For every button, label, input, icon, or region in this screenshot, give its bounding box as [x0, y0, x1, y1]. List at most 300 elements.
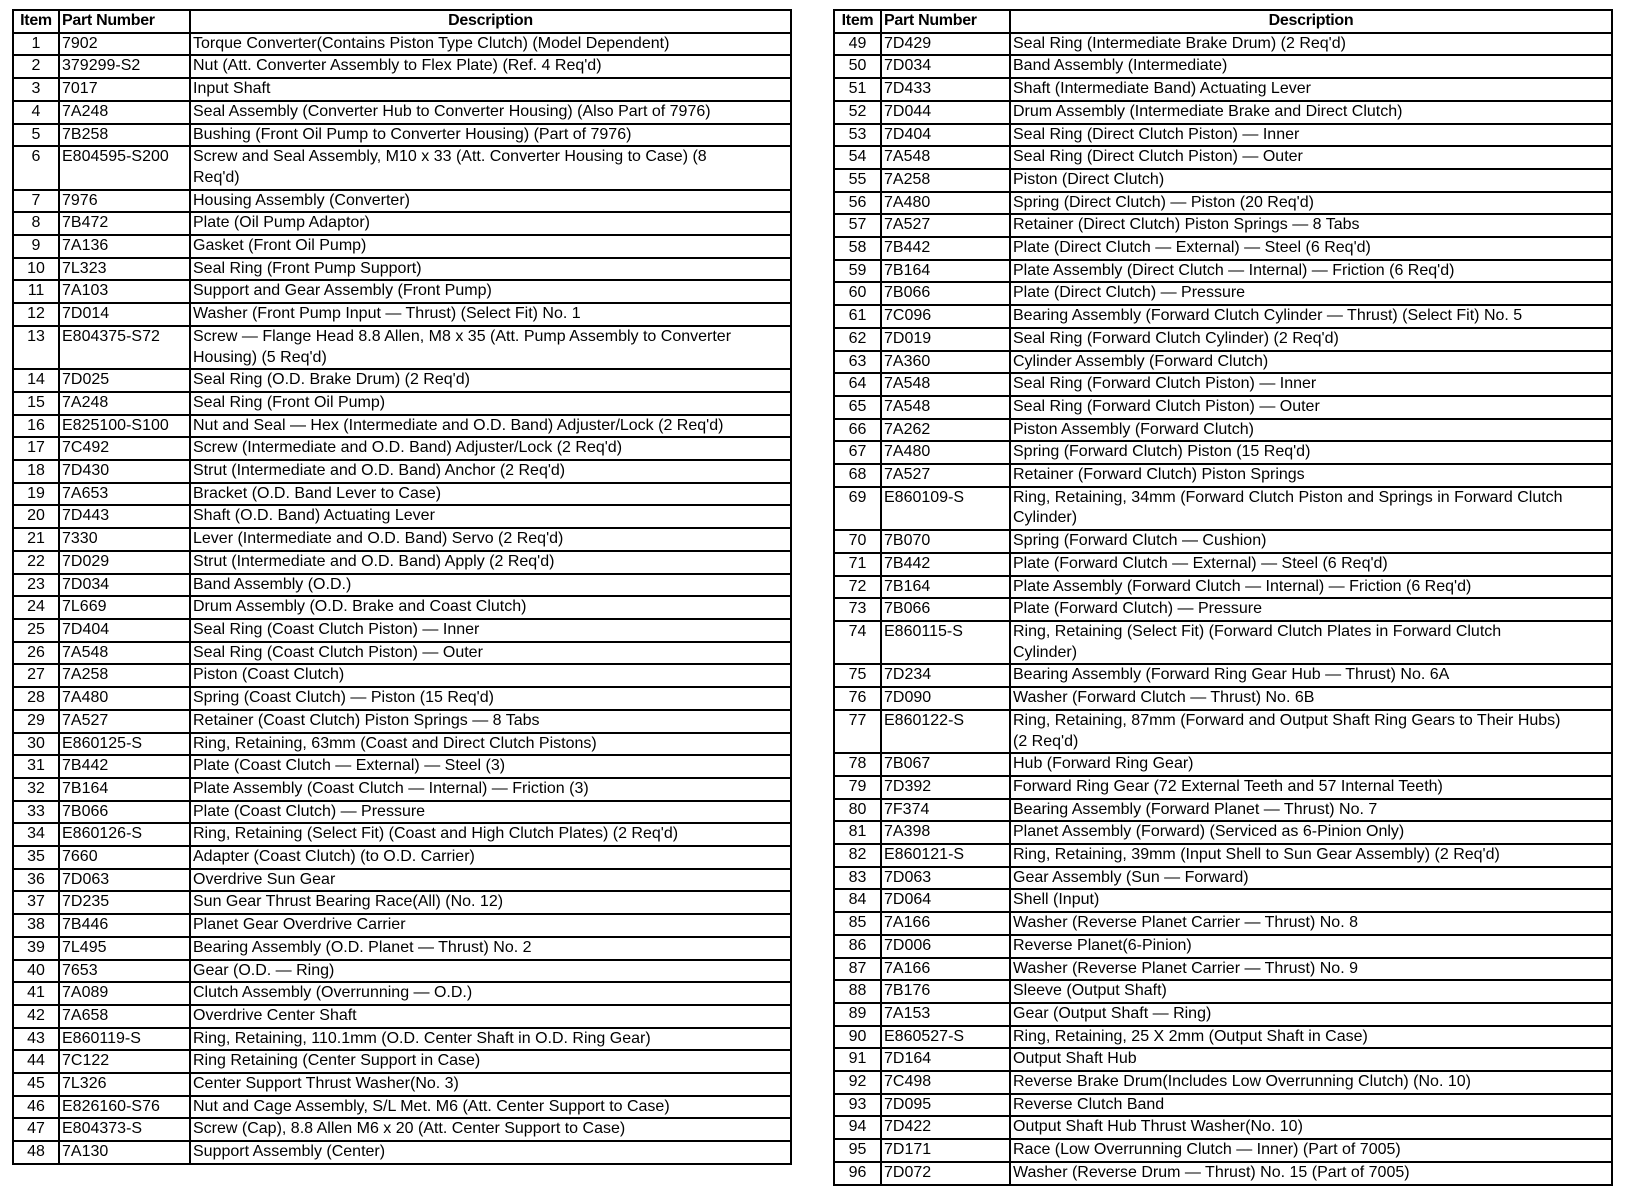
description-cell: Seal Ring (Forward Clutch Piston) — Outer	[1010, 396, 1612, 419]
item-cell: 5	[13, 124, 59, 147]
description-cell: Ring, Retaining (Select Fit) (Forward Clutch Plates in Forward Clutch Cylinder)	[1010, 621, 1612, 664]
description-cell: Bearing Assembly (Forward Clutch Cylinder — Thrust) (Select Fit) No. 5	[1010, 305, 1612, 328]
part-number-cell: 7B067	[881, 753, 1010, 776]
description-cell: Shaft (Intermediate Band) Actuating Lever	[1010, 78, 1612, 101]
table-row	[834, 419, 1612, 442]
item-cell: 4	[13, 101, 59, 124]
table-row	[13, 619, 791, 642]
header-item: Item	[834, 10, 881, 33]
item-cell: 93	[834, 1094, 881, 1117]
part-number-cell: 7B176	[881, 980, 1010, 1003]
description-cell: Drum Assembly (O.D. Brake and Coast Clutch)	[190, 596, 791, 619]
table-row	[834, 192, 1612, 215]
item-cell: 51	[834, 78, 881, 101]
part-number-cell: 7A480	[881, 192, 1010, 215]
table-row	[13, 574, 791, 597]
table-row	[13, 1096, 791, 1119]
description-cell: Ring, Retaining, 25 X 2mm (Output Shaft in Case)	[1010, 1026, 1612, 1049]
description-cell: Piston Assembly (Forward Clutch)	[1010, 419, 1612, 442]
table-row	[13, 101, 791, 124]
table-row	[834, 958, 1612, 981]
part-number-cell: 7A548	[881, 396, 1010, 419]
part-number-cell: 7A360	[881, 351, 1010, 374]
part-number-cell: 7A136	[59, 235, 190, 258]
item-cell: 80	[834, 799, 881, 822]
description-cell: Reverse Planet(6-Pinion)	[1010, 935, 1612, 958]
description-cell: Bushing (Front Oil Pump to Converter Housing) (Part of 7976)	[190, 124, 791, 147]
table-row	[834, 124, 1612, 147]
item-cell: 58	[834, 237, 881, 260]
part-number-cell: 7L669	[59, 596, 190, 619]
item-cell: 25	[13, 619, 59, 642]
description-cell: Plate (Forward Clutch — External) — Steel (6 Req'd)	[1010, 553, 1612, 576]
item-cell: 7	[13, 190, 59, 213]
item-cell: 88	[834, 980, 881, 1003]
table-row	[13, 326, 791, 369]
description-cell: Nut (Att. Converter Assembly to Flex Plate) (Ref. 4 Req'd)	[190, 55, 791, 78]
item-cell: 42	[13, 1005, 59, 1028]
table-row	[834, 1071, 1612, 1094]
part-number-cell: 7660	[59, 846, 190, 869]
item-cell: 32	[13, 778, 59, 801]
table-row	[834, 214, 1612, 237]
description-cell: Screw (Cap), 8.8 Allen M6 x 20 (Att. Center Support to Case)	[190, 1118, 791, 1141]
item-cell: 22	[13, 551, 59, 574]
part-number-cell: 7D404	[881, 124, 1010, 147]
description-cell: Bearing Assembly (Forward Ring Gear Hub — Thrust) No. 6A	[1010, 664, 1612, 687]
part-number-cell: 7D392	[881, 776, 1010, 799]
description-cell: Seal Ring (Coast Clutch Piston) — Inner	[190, 619, 791, 642]
part-number-cell: E860121-S	[881, 844, 1010, 867]
item-cell: 84	[834, 889, 881, 912]
description-cell: Screw (Intermediate and O.D. Band) Adjuster/Lock (2 Req'd)	[190, 437, 791, 460]
item-cell: 17	[13, 437, 59, 460]
table-row	[834, 935, 1612, 958]
description-cell: Spring (Forward Clutch) Piston (15 Req'd)	[1010, 441, 1612, 464]
table-row	[13, 960, 791, 983]
description-cell: Drum Assembly (Intermediate Brake and Direct Clutch)	[1010, 101, 1612, 124]
table-row	[13, 755, 791, 778]
part-number-cell: 7A258	[881, 169, 1010, 192]
description-cell: Band Assembly (O.D.)	[190, 574, 791, 597]
header-description: Description	[1010, 10, 1612, 33]
part-number-cell: 7D171	[881, 1139, 1010, 1162]
item-cell: 79	[834, 776, 881, 799]
description-cell: Housing Assembly (Converter)	[190, 190, 791, 213]
item-cell: 28	[13, 687, 59, 710]
item-cell: 41	[13, 982, 59, 1005]
part-number-cell: 7D029	[59, 551, 190, 574]
part-number-cell: 7D064	[881, 889, 1010, 912]
part-number-cell: 7D430	[59, 460, 190, 483]
table-row	[834, 867, 1612, 890]
part-number-cell: E860122-S	[881, 710, 1010, 753]
table-row	[834, 687, 1612, 710]
description-cell: Washer (Reverse Drum — Thrust) No. 15 (Part of 7005)	[1010, 1162, 1612, 1185]
part-number-cell: E804595-S200	[59, 146, 190, 189]
table-row	[13, 258, 791, 281]
part-number-cell: 7A258	[59, 664, 190, 687]
part-number-cell: 7B446	[59, 914, 190, 937]
item-cell: 26	[13, 642, 59, 665]
item-cell: 12	[13, 303, 59, 326]
item-cell: 63	[834, 351, 881, 374]
part-number-cell: 7B164	[881, 576, 1010, 599]
item-cell: 91	[834, 1048, 881, 1071]
description-cell: Input Shaft	[190, 78, 791, 101]
description-cell: Ring, Retaining, 63mm (Coast and Direct Clutch Pistons)	[190, 733, 791, 756]
table-row	[13, 124, 791, 147]
item-cell: 48	[13, 1141, 59, 1164]
part-number-cell: 7D019	[881, 328, 1010, 351]
item-cell: 67	[834, 441, 881, 464]
table-row	[13, 1050, 791, 1073]
description-cell: Race (Low Overrunning Clutch — Inner) (Part of 7005)	[1010, 1139, 1612, 1162]
table-row	[834, 799, 1612, 822]
part-number-cell: 7A130	[59, 1141, 190, 1164]
item-cell: 69	[834, 487, 881, 530]
table-row	[13, 801, 791, 824]
item-cell: 8	[13, 212, 59, 235]
table-row	[13, 1005, 791, 1028]
part-number-cell: 7B258	[59, 124, 190, 147]
description-cell: Cylinder Assembly (Forward Clutch)	[1010, 351, 1612, 374]
description-cell: Plate (Coast Clutch — External) — Steel (3)	[190, 755, 791, 778]
item-cell: 9	[13, 235, 59, 258]
table-row	[13, 460, 791, 483]
item-cell: 39	[13, 937, 59, 960]
part-number-cell: 7D095	[881, 1094, 1010, 1117]
description-cell: Band Assembly (Intermediate)	[1010, 55, 1612, 78]
table-row	[834, 1026, 1612, 1049]
item-cell: 87	[834, 958, 881, 981]
part-number-cell: 7B066	[881, 598, 1010, 621]
part-number-cell: 7A653	[59, 483, 190, 506]
part-number-cell: 7D034	[881, 55, 1010, 78]
header-item: Item	[13, 10, 59, 33]
item-cell: 74	[834, 621, 881, 664]
table-row	[834, 146, 1612, 169]
table-row	[13, 687, 791, 710]
table-row	[13, 212, 791, 235]
description-cell: Seal Ring (Direct Clutch Piston) — Outer	[1010, 146, 1612, 169]
item-cell: 37	[13, 891, 59, 914]
part-number-cell: 7D090	[881, 687, 1010, 710]
parts-table-right	[833, 9, 1613, 1186]
table-row	[13, 528, 791, 551]
table-row	[13, 415, 791, 438]
description-cell: Seal Assembly (Converter Hub to Converter Housing) (Also Part of 7976)	[190, 101, 791, 124]
table-row	[13, 869, 791, 892]
item-cell: 29	[13, 710, 59, 733]
description-cell: Seal Ring (Forward Clutch Cylinder) (2 Req'd)	[1010, 328, 1612, 351]
table-row	[13, 664, 791, 687]
table-row	[834, 912, 1612, 935]
table-row	[13, 33, 791, 56]
header-part-number: Part Number	[881, 10, 1010, 33]
table-row	[13, 982, 791, 1005]
part-number-cell: 7D443	[59, 505, 190, 528]
table-row	[834, 821, 1612, 844]
description-cell: Ring, Retaining, 87mm (Forward and Output Shaft Ring Gears to Their Hubs) (2 Req'd)	[1010, 710, 1612, 753]
item-cell: 20	[13, 505, 59, 528]
description-cell: Piston (Direct Clutch)	[1010, 169, 1612, 192]
part-number-cell: 7D063	[59, 869, 190, 892]
part-number-cell: 7B442	[59, 755, 190, 778]
item-cell: 78	[834, 753, 881, 776]
table-row	[834, 282, 1612, 305]
item-cell: 55	[834, 169, 881, 192]
part-number-cell: 7A527	[881, 464, 1010, 487]
parts-table-left	[12, 9, 792, 1165]
item-cell: 36	[13, 869, 59, 892]
item-cell: 19	[13, 483, 59, 506]
item-cell: 27	[13, 664, 59, 687]
description-cell: Overdrive Center Shaft	[190, 1005, 791, 1028]
item-cell: 60	[834, 282, 881, 305]
table-row	[13, 937, 791, 960]
description-cell: Sleeve (Output Shaft)	[1010, 980, 1612, 1003]
part-number-cell: 7B066	[59, 801, 190, 824]
part-number-cell: 7976	[59, 190, 190, 213]
part-number-cell: 7L323	[59, 258, 190, 281]
table-row	[834, 78, 1612, 101]
description-cell: Overdrive Sun Gear	[190, 869, 791, 892]
description-cell: Ring, Retaining, 34mm (Forward Clutch Piston and Springs in Forward Clutch Cylinder)	[1010, 487, 1612, 530]
table-row	[834, 237, 1612, 260]
description-cell: Bearing Assembly (Forward Planet — Thrust) No. 7	[1010, 799, 1612, 822]
description-cell: Ring, Retaining, 39mm (Input Shell to Sun Gear Assembly) (2 Req'd)	[1010, 844, 1612, 867]
table-row	[13, 778, 791, 801]
description-cell: Seal Ring (Intermediate Brake Drum) (2 Req'd)	[1010, 33, 1612, 56]
part-number-cell: 7B164	[59, 778, 190, 801]
description-cell: Plate Assembly (Direct Clutch — Internal) — Friction (6 Req'd)	[1010, 260, 1612, 283]
description-cell: Ring, Retaining (Select Fit) (Coast and High Clutch Plates) (2 Req'd)	[190, 823, 791, 846]
part-number-cell: E804375-S72	[59, 326, 190, 369]
part-number-cell: 7F374	[881, 799, 1010, 822]
table-row	[13, 437, 791, 460]
item-cell: 6	[13, 146, 59, 189]
table-row	[13, 891, 791, 914]
item-cell: 52	[834, 101, 881, 124]
item-cell: 10	[13, 258, 59, 281]
item-cell: 71	[834, 553, 881, 576]
part-number-cell: 7B066	[881, 282, 1010, 305]
table-row	[834, 55, 1612, 78]
table-row	[834, 621, 1612, 664]
table-row	[834, 980, 1612, 1003]
table-row	[834, 889, 1612, 912]
description-cell: Gasket (Front Oil Pump)	[190, 235, 791, 258]
description-cell: Lever (Intermediate and O.D. Band) Servo (2 Req'd)	[190, 528, 791, 551]
item-cell: 72	[834, 576, 881, 599]
description-cell: Strut (Intermediate and O.D. Band) Anchor (2 Req'd)	[190, 460, 791, 483]
description-cell: Plate (Oil Pump Adaptor)	[190, 212, 791, 235]
part-number-cell: 7C122	[59, 1050, 190, 1073]
table-row	[834, 487, 1612, 530]
part-number-cell: 7D063	[881, 867, 1010, 890]
description-cell: Gear Assembly (Sun — Forward)	[1010, 867, 1612, 890]
description-cell: Reverse Clutch Band	[1010, 1094, 1612, 1117]
part-number-cell: E804373-S	[59, 1118, 190, 1141]
description-cell: Shaft (O.D. Band) Actuating Lever	[190, 505, 791, 528]
item-cell: 66	[834, 419, 881, 442]
table-header-row	[13, 10, 791, 33]
description-cell: Plate (Direct Clutch) — Pressure	[1010, 282, 1612, 305]
table-row	[834, 753, 1612, 776]
part-number-cell: 7A166	[881, 958, 1010, 981]
item-cell: 89	[834, 1003, 881, 1026]
item-cell: 44	[13, 1050, 59, 1073]
item-cell: 83	[834, 867, 881, 890]
table-row	[13, 1028, 791, 1051]
description-cell: Retainer (Direct Clutch) Piston Springs — 8 Tabs	[1010, 214, 1612, 237]
part-number-cell: 7D235	[59, 891, 190, 914]
description-cell: Seal Ring (Coast Clutch Piston) — Outer	[190, 642, 791, 665]
item-cell: 81	[834, 821, 881, 844]
item-cell: 92	[834, 1071, 881, 1094]
table-row	[834, 710, 1612, 753]
description-cell: Hub (Forward Ring Gear)	[1010, 753, 1612, 776]
table-row	[834, 169, 1612, 192]
table-row	[834, 101, 1612, 124]
part-number-cell: 7A527	[881, 214, 1010, 237]
part-number-cell: 7D025	[59, 369, 190, 392]
table-row	[834, 373, 1612, 396]
part-number-cell: 7A480	[59, 687, 190, 710]
part-number-cell: 7A153	[881, 1003, 1010, 1026]
part-number-cell: E860109-S	[881, 487, 1010, 530]
part-number-cell: 7A248	[59, 101, 190, 124]
part-number-cell: 7B442	[881, 237, 1010, 260]
item-cell: 31	[13, 755, 59, 778]
table-row	[13, 505, 791, 528]
table-row	[13, 369, 791, 392]
item-cell: 76	[834, 687, 881, 710]
part-number-cell: 7D164	[881, 1048, 1010, 1071]
item-cell: 21	[13, 528, 59, 551]
part-number-cell: 7902	[59, 33, 190, 56]
item-cell: 24	[13, 596, 59, 619]
item-cell: 3	[13, 78, 59, 101]
part-number-cell: E825100-S100	[59, 415, 190, 438]
table-row	[13, 1118, 791, 1141]
part-number-cell: 7B442	[881, 553, 1010, 576]
description-cell: Torque Converter(Contains Piston Type Clutch) (Model Dependent)	[190, 33, 791, 56]
item-cell: 54	[834, 146, 881, 169]
table-row	[13, 483, 791, 506]
table-row	[834, 844, 1612, 867]
item-cell: 11	[13, 280, 59, 303]
description-cell: Ring Retaining (Center Support in Case)	[190, 1050, 791, 1073]
table-row	[13, 914, 791, 937]
description-cell: Screw — Flange Head 8.8 Allen, M8 x 35 (Att. Pump Assembly to Converter Housing) (5 Req'd)	[190, 326, 791, 369]
table-row	[13, 823, 791, 846]
description-cell: Planet Assembly (Forward) (Serviced as 6-Pinion Only)	[1010, 821, 1612, 844]
part-number-cell: 7A398	[881, 821, 1010, 844]
table-row	[13, 1073, 791, 1096]
description-cell: Shell (Input)	[1010, 889, 1612, 912]
part-number-cell: 7653	[59, 960, 190, 983]
item-cell: 34	[13, 823, 59, 846]
table-row	[834, 351, 1612, 374]
description-cell: Support and Gear Assembly (Front Pump)	[190, 280, 791, 303]
description-cell: Sun Gear Thrust Bearing Race(All) (No. 12)	[190, 891, 791, 914]
part-number-cell: 7017	[59, 78, 190, 101]
table-row	[834, 1094, 1612, 1117]
table-row	[834, 305, 1612, 328]
part-number-cell: 7D404	[59, 619, 190, 642]
description-cell: Washer (Reverse Planet Carrier — Thrust) No. 9	[1010, 958, 1612, 981]
part-number-cell: 7A166	[881, 912, 1010, 935]
description-cell: Seal Ring (O.D. Brake Drum) (2 Req'd)	[190, 369, 791, 392]
table-row	[834, 1048, 1612, 1071]
item-cell: 45	[13, 1073, 59, 1096]
item-cell: 15	[13, 392, 59, 415]
description-cell: Plate Assembly (Forward Clutch — Internal) — Friction (6 Req'd)	[1010, 576, 1612, 599]
part-number-cell: 7A089	[59, 982, 190, 1005]
item-cell: 95	[834, 1139, 881, 1162]
table-row	[834, 260, 1612, 283]
description-cell: Center Support Thrust Washer(No. 3)	[190, 1073, 791, 1096]
item-cell: 85	[834, 912, 881, 935]
table-row	[834, 396, 1612, 419]
description-cell: Output Shaft Hub	[1010, 1048, 1612, 1071]
item-cell: 1	[13, 33, 59, 56]
description-cell: Plate (Forward Clutch) — Pressure	[1010, 598, 1612, 621]
description-cell: Spring (Forward Clutch — Cushion)	[1010, 530, 1612, 553]
part-number-cell: 7L326	[59, 1073, 190, 1096]
part-number-cell: 7330	[59, 528, 190, 551]
item-cell: 33	[13, 801, 59, 824]
table-row	[13, 733, 791, 756]
table-row	[834, 328, 1612, 351]
item-cell: 50	[834, 55, 881, 78]
table-row	[834, 598, 1612, 621]
part-number-cell: E860126-S	[59, 823, 190, 846]
part-number-cell: 7C498	[881, 1071, 1010, 1094]
item-cell: 40	[13, 960, 59, 983]
table-row	[834, 464, 1612, 487]
item-cell: 30	[13, 733, 59, 756]
description-cell: Reverse Brake Drum(Includes Low Overrunning Clutch) (No. 10)	[1010, 1071, 1612, 1094]
item-cell: 53	[834, 124, 881, 147]
description-cell: Bearing Assembly (O.D. Planet — Thrust) No. 2	[190, 937, 791, 960]
table-row	[13, 1141, 791, 1164]
table-row	[13, 551, 791, 574]
item-cell: 70	[834, 530, 881, 553]
part-number-cell: 7D234	[881, 664, 1010, 687]
part-number-cell: 379299-S2	[59, 55, 190, 78]
description-cell: Adapter (Coast Clutch) (to O.D. Carrier)	[190, 846, 791, 869]
item-cell: 46	[13, 1096, 59, 1119]
part-number-cell: 7A103	[59, 280, 190, 303]
part-number-cell: E860115-S	[881, 621, 1010, 664]
description-cell: Strut (Intermediate and O.D. Band) Apply (2 Req'd)	[190, 551, 791, 574]
table-row	[834, 1139, 1612, 1162]
description-cell: Ring, Retaining, 110.1mm (O.D. Center Shaft in O.D. Ring Gear)	[190, 1028, 791, 1051]
item-cell: 59	[834, 260, 881, 283]
header-part-number: Part Number	[59, 10, 190, 33]
part-number-cell: E860527-S	[881, 1026, 1010, 1049]
table-row	[13, 642, 791, 665]
description-cell: Plate (Direct Clutch — External) — Steel (6 Req'd)	[1010, 237, 1612, 260]
part-number-cell: 7L495	[59, 937, 190, 960]
item-cell: 23	[13, 574, 59, 597]
table-row	[834, 33, 1612, 56]
part-number-cell: E860119-S	[59, 1028, 190, 1051]
part-number-cell: 7B070	[881, 530, 1010, 553]
